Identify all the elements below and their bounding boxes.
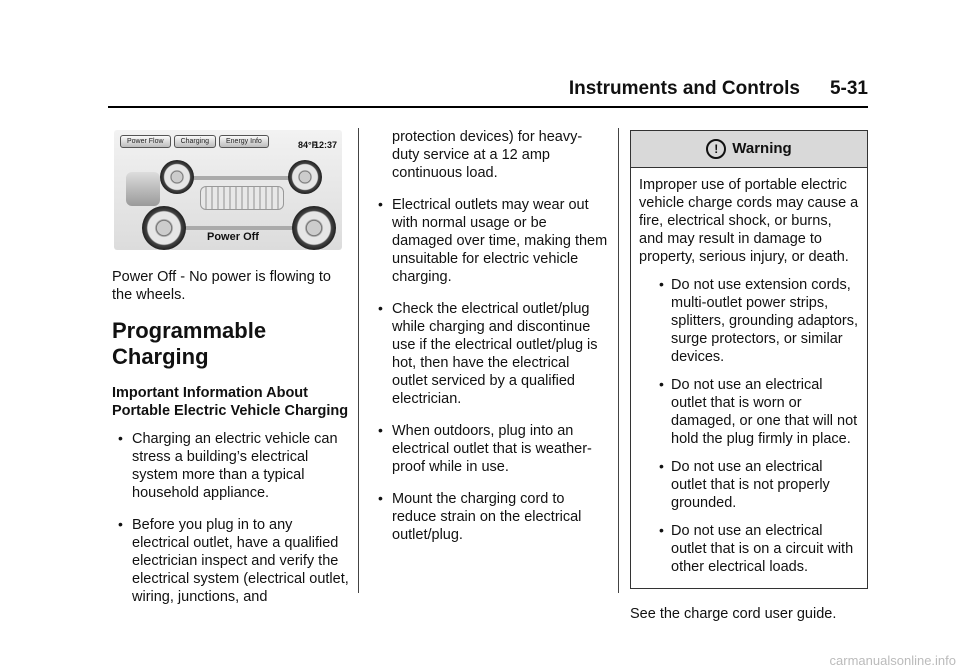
engine-icon [126, 172, 160, 206]
list-item: • Before you plug in to any electrical outlet, have a qualified electrician inspect and verify the electrical system (electrical outlet, wiring, junctions, and [112, 516, 350, 606]
bullet-list [112, 430, 350, 606]
screen-tab-energy-info: Energy Info [219, 135, 269, 148]
warning-header [631, 131, 867, 168]
list-item: • Do not use an electrical outlet that is on a circuit with other electrical loads. [639, 522, 859, 576]
list-item: • Do not use an electrical outlet that is worn or damaged, or one that will not hold the plug firmly in place. [639, 376, 859, 448]
wheel-icon [288, 160, 322, 194]
wheel-icon [292, 206, 336, 250]
column-3 [630, 130, 868, 637]
image-caption: Power Off - No power is flowing to the wheels. [112, 269, 331, 303]
warning-icon: ! [706, 139, 726, 159]
continued-text: protection devices) for heavy-duty service at a 12 amp continuous load. [392, 129, 583, 181]
list-item: • Check the electrical outlet/plug while charging and discontinue use if the electrical outlet/plug is hot, then have the electrical outlet serviced by a qualified electrician. [372, 300, 608, 408]
list-item: • Charging an electric vehicle can stress a building’s electrical system more than a typical household appliance. [112, 430, 350, 502]
screen-tab-power-flow: Power Flow [120, 135, 171, 148]
section-heading: Programmable Charging [112, 318, 267, 369]
warning-title: Warning [732, 140, 792, 157]
warning-box [630, 130, 868, 589]
column-1 [112, 130, 350, 620]
closing-text: See the charge cord user guide. [630, 606, 837, 622]
list-item: • Mount the charging cord to reduce strain on the electrical outlet/plug. [372, 490, 608, 544]
screen-temperature: 84°F [298, 140, 318, 150]
watermark: carmanualsonline.info [829, 653, 956, 668]
subheading: Important Information About Portable Electric Vehicle Charging [112, 385, 349, 419]
warning-list [639, 276, 859, 576]
list-item: • Do not use extension cords, multi-outlet power strips, splitters, grounding adaptors, surge protectors, or similar devices. [639, 276, 859, 366]
section-title: Instruments and Controls [568, 78, 800, 99]
wheel-icon [142, 206, 186, 250]
list-item: • Electrical outlets may wear out with normal usage or be damaged over time, making them unsuitable for electric vehicle charging. [372, 196, 608, 286]
warning-intro: Improper use of portable electric vehicle charge cords may cause a fire, electrical shock, or burns, and may result in damage to property, serious injury, or death. [639, 177, 859, 265]
screen-tab-charging: Charging [174, 135, 216, 148]
warning-body [631, 168, 867, 588]
battery-icon [200, 186, 284, 210]
list-item: • When outdoors, plug into an electrical outlet that is weather-proof while in use. [372, 422, 608, 476]
column-2 [372, 128, 608, 558]
page-header [108, 78, 868, 108]
column-divider [358, 128, 359, 593]
screen-caption: Power Off [207, 231, 259, 243]
column-divider [618, 128, 619, 593]
bullet-list [372, 196, 608, 544]
list-item: • Do not use an electrical outlet that is not properly grounded. [639, 458, 859, 512]
power-flow-screen-image [114, 130, 342, 250]
wheel-icon [160, 160, 194, 194]
page-number: 5-31 [829, 78, 868, 99]
screen-clock: 12:37 [314, 140, 338, 150]
